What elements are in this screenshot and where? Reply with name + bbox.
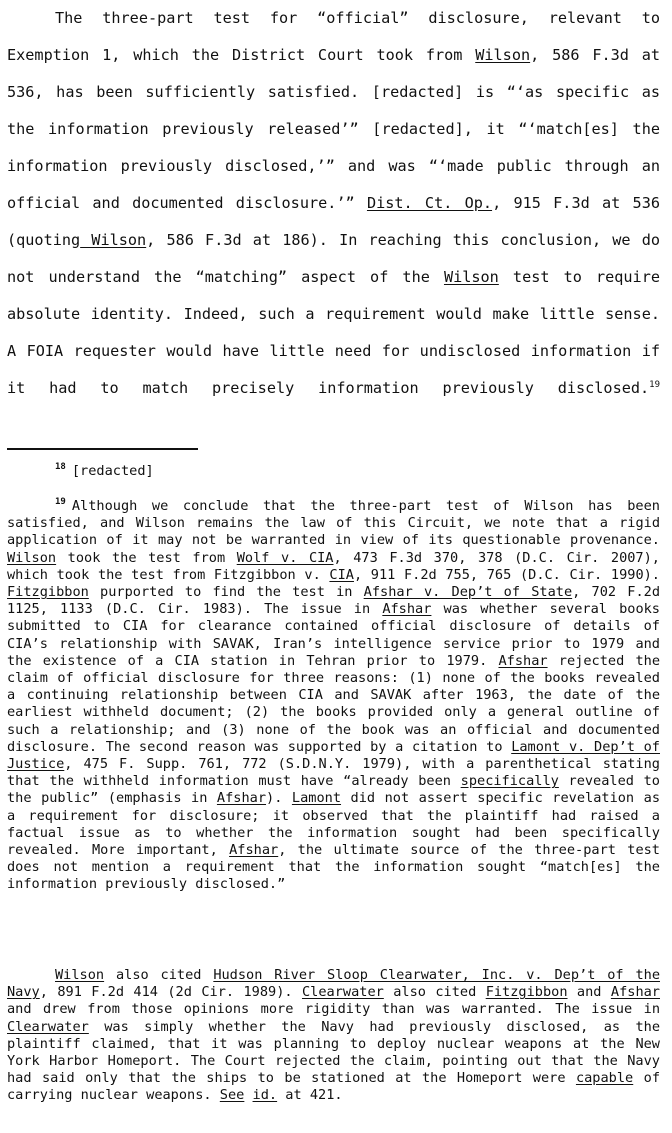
body-text: test to require absolute identity. Indeed, such a requirement would make little sense. A FOIA requester would have little need for undisclosed information if it had to match precisely information previously disclosed. [7,268,660,397]
footnote-text: and [567,984,611,1001]
case-cite: Fitzgibbon [485,984,568,1001]
case-cite: Clearwater [301,984,384,1001]
case-cite: Afshar [229,842,279,859]
emphasis: specifically [460,773,559,790]
case-cite: Afshar v. Dep’t of State [363,584,573,601]
footnote-text: and drew from those opinions more rigidity than was warranted. The issue in [7,1001,660,1018]
footnote-text: of carrying nuclear weapons. [7,1070,660,1104]
footnote-text: took the test from [56,549,237,566]
footnote-18 [7,463,660,480]
footnote-text: was whether several books submitted to CIA for clearance contained official disclosure of details of CIA’s relationship with SAVAK, Iran’s intelligence service prior to 1979 and the existence of a CIA station in Tehran prior to 1979. [7,601,660,669]
footnote-text: also cited [104,967,214,983]
footnote-text [244,1087,252,1103]
footnote-number: 18 [55,462,66,473]
body-text: , 915 F.3d at 536 (quoting [7,194,660,249]
case-cite: Afshar [216,790,267,807]
case-cite: CIA [329,566,354,583]
case-cite: Wilson [55,967,105,983]
footnote-text: [redacted] [71,463,154,479]
footnote-text: revealed to the public” (emphasis in [7,773,660,807]
case-cite: Wilson [7,549,57,566]
case-cite-wilson: Wilson [80,231,147,249]
case-cite: Wolf v. CIA [236,549,334,566]
case-cite: Afshar [382,601,432,618]
body-text: , 586 F.3d at 186). In reaching this conclusion, we do not understand the “matching” aspect of the [7,231,660,286]
body-paragraph [7,0,660,444]
footnote-text: also cited [383,984,486,1001]
signal-see: See [219,1087,245,1104]
case-cite: Afshar [498,652,548,669]
footnote-text: at 421. [277,1087,343,1104]
footnote-19 [7,498,660,894]
footnote-number: 19 [55,497,66,508]
footnote-19-continued [7,967,660,1105]
case-cite: Clearwater [7,1018,89,1035]
signal-id: id. [252,1087,278,1104]
footnote-text: , 911 F.2d 755, 765 (D.C. Cir. 1990). [353,566,660,583]
case-cite-dist-ct-op: Dist. Ct. Op. [366,194,493,212]
emphasis: capable [575,1070,634,1087]
footnote-text: rejected the claim of official disclosure for three reasons: (1) none of the books revealed a continuing relationship between CIA and SAVAK after 1963, the date of the earliest withheld document; (2) the books provided only a general outline of such a relationship; and (3) none of the book was an official and documented disclosure. The second reason was supported by a citation to [7,652,660,755]
case-cite: Lamont [291,790,342,807]
body-text: , 586 F.3d at 536, has been sufficiently satisfied. [redacted] is “‘as specific as the information previously released’” [redacted], it “‘match[es] the information previously disclosed,’” and was “‘made public through an official and documented disclosure.’” [7,46,660,212]
footnote-separator [7,448,198,450]
case-cite: Lamont v. Dep’t of Justice [7,738,660,773]
footnote-text: Although we conclude that the three-part test of Wilson has been satisfied, and Wilson remains the law of this Circuit, we note that a rigid application of it may not be warranted in view of its questionable provenance. [7,498,660,549]
footnote-text: , 702 F.2d 1125, 1133 (D.C. Cir. 1983). The issue in [7,584,661,618]
case-cite: Fitzgibbon [7,584,89,601]
case-cite-wilson: Wilson [443,268,499,286]
case-cite: Afshar [610,984,660,1001]
footnote-text: purported to find the test in [88,584,364,601]
case-cite: Hudson River Sloop Clearwater, Inc. v. Dep’t of the Navy [7,967,660,1001]
footnote-text: , 473 F.3d 370, 378 (D.C. Cir. 2007), which took the test from Fitzgibbon v. [7,549,660,583]
footnote-text: , the ultimate source of the three-part test does not mention a requirement that the information sought “match[es] the information previously disclosed.” [7,842,660,893]
footnote-ref: 19 [649,379,660,390]
footnote-text: , 475 F. Supp. 761, 772 (S.D.N.Y. 1979), with a parenthetical stating that the withheld information must have “already been [7,756,660,790]
case-cite-wilson: Wilson [475,46,531,64]
body-text: The three-part test for “official” disclosure, relevant to Exemption 1, which the District Court took from [7,9,660,64]
footnote-text: , 891 F.2d 414 (2d Cir. 1989). [39,984,302,1001]
footnote-text: was simply whether the Navy had previously disclosed, as the plaintiff claimed, that it was planning to deploy nuclear weapons at the New York Harbor Homeport. The Court rejected the claim, pointing out that the Navy had said only that the ships to be stationed at the Homeport were [7,1018,660,1087]
footnote-text: did not assert specific revelation as a requirement for disclosure; it observed that the plaintiff had raised a factual issue as to whether the information sought had been specifically revealed. More important, [7,790,660,859]
footnote-text: ). [266,790,292,807]
